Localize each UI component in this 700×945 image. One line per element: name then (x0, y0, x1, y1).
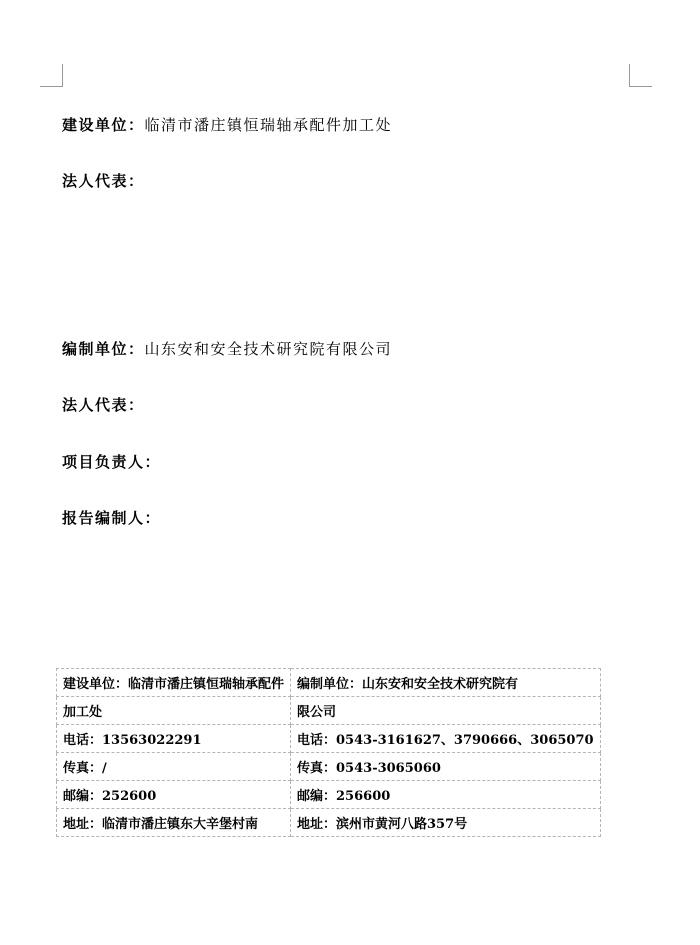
table-cell-construction-phone: 电话：13563022291 (57, 725, 291, 753)
table-cell-construction-unit-2: 加工处 (57, 697, 291, 725)
table-row (57, 725, 601, 753)
table-cell-compiler-unit-2: 限公司 (291, 697, 601, 725)
report-writer-line (62, 507, 161, 528)
table-row (57, 697, 601, 725)
table-cell-compiler-address: 地址：滨州市黄河八路357号 (291, 809, 601, 837)
construction-unit-value: 临清市潘庄镇恒瑞轴承配件加工处 (144, 116, 393, 134)
table-cell-construction-postcode: 邮编：252600 (57, 781, 291, 809)
construction-unit-label: 建设单位： (62, 116, 145, 134)
table-cell-construction-unit-1: 建设单位：临清市潘庄镇恒瑞轴承配件 (57, 669, 291, 697)
table-cell-compiler-phone: 电话：0543-3161627、3790666、3065070 (291, 725, 601, 753)
table-cell-compiler-postcode: 邮编：256600 (291, 781, 601, 809)
report-writer-label: 报告编制人： (62, 509, 162, 527)
table-row (57, 753, 601, 781)
project-lead-label: 项目负责人： (62, 453, 162, 471)
table-row (57, 669, 601, 697)
compiler-unit-label: 编制单位： (62, 340, 145, 358)
project-lead-line (62, 451, 161, 472)
construction-legal-rep-line (62, 170, 145, 191)
compiler-unit-value: 山东安和安全技术研究院有限公司 (144, 340, 393, 358)
table-cell-compiler-fax: 传真：0543-3065060 (291, 753, 601, 781)
compiler-legal-rep-label: 法人代表： (62, 396, 145, 414)
table-row (57, 809, 601, 837)
contact-info-table (56, 668, 601, 837)
table-cell-construction-address: 地址：临清市潘庄镇东大辛堡村南 (57, 809, 291, 837)
table-cell-compiler-unit-1: 编制单位：山东安和安全技术研究院有 (291, 669, 601, 697)
table-cell-construction-fax: 传真：/ (57, 753, 291, 781)
table-row (57, 781, 601, 809)
page-corner-mark-top-left (40, 64, 63, 87)
page-corner-mark-top-right (629, 64, 652, 87)
compiler-unit-line (62, 338, 392, 359)
construction-unit-line (62, 114, 392, 135)
compiler-legal-rep-line (62, 394, 145, 415)
construction-legal-rep-label: 法人代表： (62, 172, 145, 190)
